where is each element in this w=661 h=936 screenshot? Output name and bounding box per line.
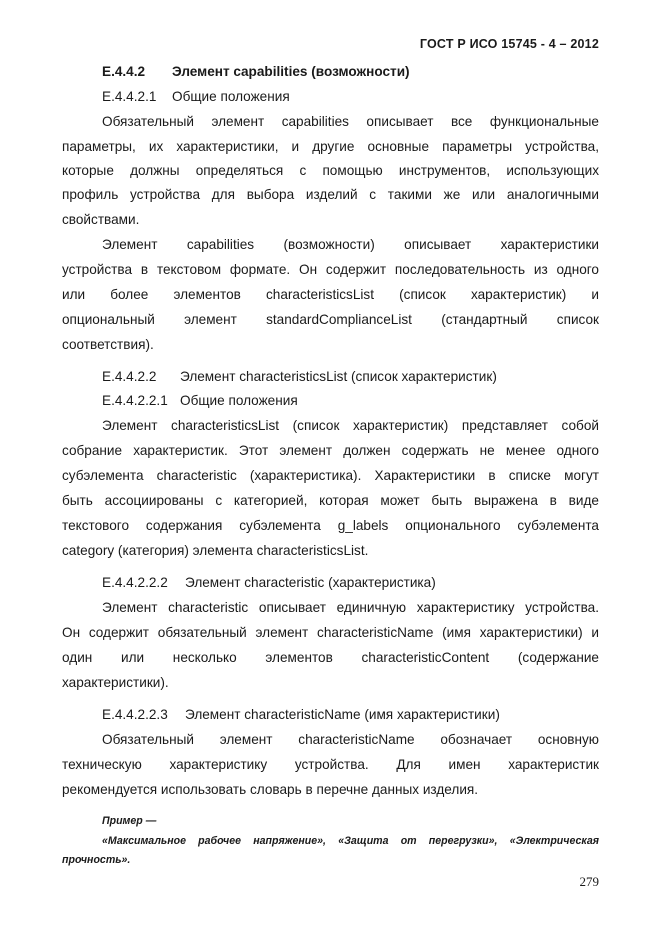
paragraph-line: техническую характеристику устройства. Для имен характеристик — [62, 757, 599, 772]
subsection-title: Общие положения — [180, 393, 298, 408]
subsection-title: Элемент characteristicsList (список характеристик) — [180, 369, 497, 384]
section-heading — [102, 63, 599, 81]
paragraph-line: быть ассоциированы с категорией, которая может быть выражена в виде — [62, 493, 599, 508]
paragraph-line: Элемент capabilities (возможности) описывает характеристики — [102, 237, 599, 252]
example-line: «Максимальное рабочее напряжение», «Защита от перегрузки», «Электрическая — [102, 835, 599, 847]
paragraph-line: Элемент characteristicsList (список характеристик) представляет собой — [102, 418, 599, 433]
subsection-number: E.4.4.2.2 — [102, 369, 157, 384]
subsection-heading — [102, 368, 599, 386]
paragraph-line: которые должны определяться с помощью инструментов, использующих — [62, 163, 599, 178]
subsection-title: Элемент characteristicName (имя характеристики) — [185, 707, 500, 722]
paragraph-line: собрание характеристик. Этот элемент должен содержать не менее одного — [62, 443, 599, 458]
subsection-heading — [102, 88, 599, 106]
paragraph-line: устройства в текстовом формате. Он содержит последовательность из одного — [62, 262, 599, 277]
example-line: прочность». — [62, 854, 131, 866]
paragraph-line: Он содержит обязательный элемент characteristicName (имя характеристики) и — [62, 625, 599, 640]
page-number: 279 — [579, 874, 599, 889]
subsection-number: E.4.4.2.2.1 — [102, 393, 168, 408]
paragraph-line: текстового содержания субэлемента g_labels опционального субэлемента — [62, 518, 599, 533]
paragraph-line: соответствия). — [62, 337, 154, 352]
subsection-heading — [102, 574, 599, 592]
paragraph-line: профиль устройства для выбора изделий с такими же или аналогичными — [62, 187, 599, 202]
paragraph-line: или более элементов characteristicsList (список характеристик) и — [62, 287, 599, 302]
document-header: ГОСТ Р ИСО 15745 - 4 – 2012 — [419, 37, 599, 51]
paragraph-line: Обязательный элемент capabilities описывает все функциональные — [102, 114, 599, 129]
paragraph-line: один или несколько элементов characteristicContent (содержание — [62, 650, 599, 665]
paragraph-line: рекомендуется использовать словарь в перечне данных изделия. — [62, 782, 479, 797]
paragraph-line: свойствами. — [62, 212, 140, 227]
paragraph-line: субэлемента characteristic (характеристика). Характеристики в списке могут — [62, 468, 599, 483]
paragraph-line: параметры, их характеристики, и другие основные параметры устройства, — [62, 139, 599, 154]
subsection-number: E.4.4.2.1 — [102, 89, 157, 104]
section-number: E.4.4.2 — [102, 64, 146, 79]
paragraph-line: Обязательный элемент characteristicName обозначает основную — [102, 732, 599, 747]
subsection-heading — [102, 706, 599, 724]
subsection-title: Общие положения — [172, 89, 290, 104]
paragraph-line: category (категория) элемента characteristicsList. — [62, 543, 369, 558]
subsection-heading — [102, 392, 599, 410]
subsection-title: Элемент characteristic (характеристика) — [185, 575, 436, 590]
paragraph-line: характеристики). — [62, 675, 169, 690]
example-label: Пример — — [102, 815, 157, 827]
subsection-number: E.4.4.2.2.2 — [102, 575, 168, 590]
paragraph-line: опциональный элемент standardComplianceList (стандартный список — [62, 312, 599, 327]
subsection-number: E.4.4.2.2.3 — [102, 707, 168, 722]
paragraph-line: Элемент characteristic описывает единичную характеристику устройства. — [102, 600, 599, 615]
section-title: Элемент capabilities (возможности) — [172, 64, 410, 79]
